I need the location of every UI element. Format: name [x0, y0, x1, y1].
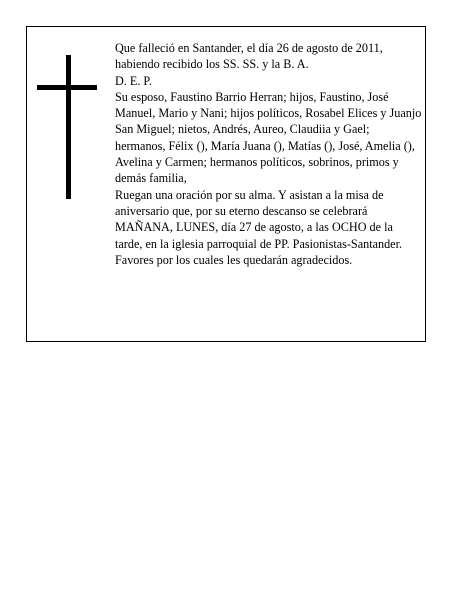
- family-list: Su esposo, Faustino Barrio Herran; hijos, Faustino, José Manuel, Mario y Nani; hijos políticos, Rosabel Elices y Juanjo San Miguel; nietos, Andrés, Aureo, Claudiia y Gael; hermanos, Félix (), María Juana (), Matías (), José, Amelia (), Avelina y Carmen; hermanos políticos, sobrinos, primos y demás familia,: [115, 89, 422, 186]
- cross-vertical-bar: [66, 55, 71, 199]
- rest-in-peace-line: D. E. P.: [115, 73, 152, 88]
- cross-icon: [37, 55, 97, 199]
- mass-invitation: Ruegan una oración por su alma. Y asistan a la misa de aniversario que, por su eterno descanso se celebrará MAÑANA, LUNES, día 27 de agosto, a las OCHO de la tarde, en la iglesia parroquial de PP. Pasionistas-Santander. Favores por los cuales les quedarán agradecidos.: [115, 187, 403, 267]
- cross-horizontal-bar: [37, 85, 97, 90]
- obituary-notice: [26, 26, 426, 342]
- notice-body: [115, 40, 423, 268]
- death-announcement: Que falleció en Santander, el día 26 de agosto de 2011, habiendo recibido los SS. SS. y la B. A.: [115, 41, 383, 72]
